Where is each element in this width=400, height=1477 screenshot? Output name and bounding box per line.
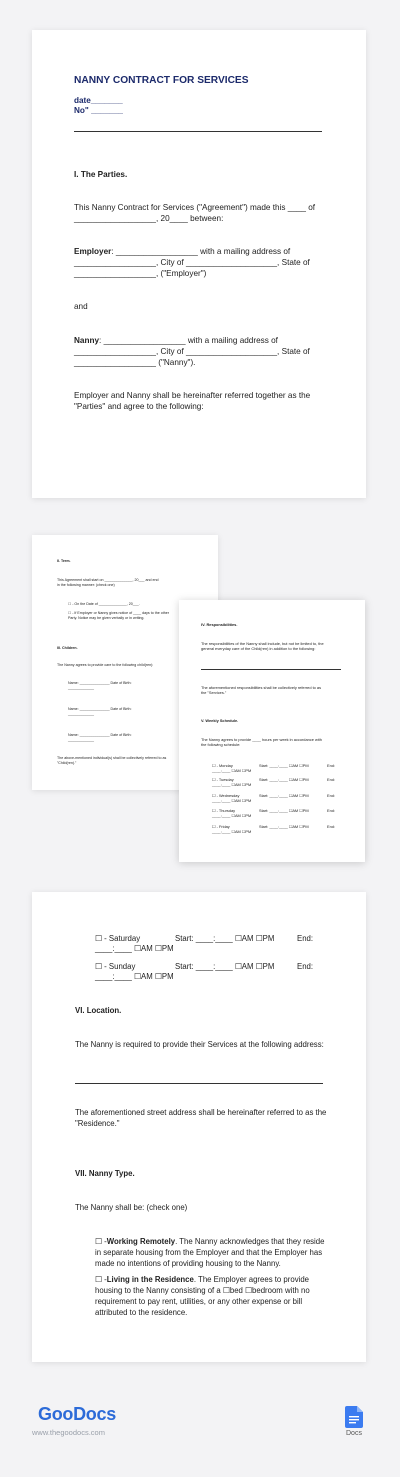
employer-line-1 (74, 246, 290, 257)
goodocs-logo[interactable]: GooDocs (38, 1404, 116, 1424)
parties-text-line-2: "Parties" and agree to the following: (74, 402, 204, 411)
and-text: and (74, 302, 88, 311)
option-remote-line-3: made no intentions of providing housing to the Nanny. (95, 1259, 281, 1268)
children-intro: The Nanny agrees to provide care to the following child(ren): (57, 663, 154, 667)
day-cont: ____:____ ☐AM ☐PM (95, 972, 174, 981)
day-cont: ____:____ ☐AM ☐PM (95, 944, 174, 953)
term-heading: II. Term. (57, 559, 71, 563)
residence-line-2: "Residence." (75, 1119, 120, 1128)
day-end: End: (327, 808, 336, 813)
nanny-line-1 (74, 335, 278, 346)
children-note-line-2: "Child(ren)." (57, 761, 77, 765)
document-page-1 (32, 30, 366, 498)
checkbox-glyph: ☐ - (95, 1275, 107, 1284)
location-heading: VI. Location. (75, 1006, 122, 1015)
day-cont: ____:____ ☐AM ☐PM (212, 829, 252, 834)
option-remote-text: . The Nanny acknowledges that they reside (175, 1237, 325, 1246)
term-option-notice-line-2: Party. Notice may be given verbally or in writing. (68, 616, 145, 620)
employer-label: Employer (74, 247, 112, 256)
day-label: ☐ - Tuesday (212, 777, 234, 782)
responsibilities-line-2: general everyday care of the Child(ren) in addition to the following: (201, 646, 316, 651)
day-label: ☐ - Wednesday (212, 793, 240, 798)
responsibilities-fill-line (201, 669, 341, 670)
employer-line-1-text: : __________________ with a mailing address of (111, 247, 291, 256)
day-start: Start: ____:____ ☐AM ☐PM (259, 763, 309, 768)
day-cont: ____:____ ☐AM ☐PM (212, 798, 252, 803)
docs-label: Docs (346, 1430, 362, 1437)
term-start-line-2: in the following manner: (check one) (57, 583, 115, 587)
employer-line-2: __________________, City of ____________________, State of (74, 258, 310, 267)
docs-icon (345, 1406, 363, 1428)
day-end: End: (327, 763, 336, 768)
option-live-line-3: requirement to pay rent, utilities, or any other expense or bill (95, 1297, 303, 1306)
day-cont: ____:____ ☐AM ☐PM (212, 768, 252, 773)
children-note-line-1: The above-mentioned individual(s) shall be collectively referred to as (57, 756, 167, 760)
day-label: ☐ - Saturday (95, 934, 141, 943)
nanny-line-3: __________________ ("Nanny"). (74, 358, 196, 367)
document-page-4 (32, 892, 366, 1362)
schedule-line-2: the following schedule: (201, 742, 241, 747)
term-start-line-1: This Agreement shall start on ______________, 20___ and end (57, 578, 159, 582)
day-start: Start: ____:____ ☐AM ☐PM (259, 777, 309, 782)
section-parties-heading: I. The Parties. (74, 170, 128, 179)
nanny-type-heading: VII. Nanny Type. (75, 1169, 135, 1178)
footer-url[interactable]: www.thegoodocs.com (32, 1428, 105, 1437)
day-cont: ____:____ ☐AM ☐PM (212, 782, 252, 787)
child-row-3-under: _____________ (68, 738, 94, 742)
agreement-text-line-2: __________________, 20____ between: (74, 214, 224, 223)
location-text: The Nanny is required to provide their Services at the following address: (75, 1040, 324, 1049)
day-end: End: (297, 962, 314, 971)
option-live-text: . The Employer agrees to provide (193, 1275, 309, 1284)
nanny-label: Nanny (74, 336, 100, 345)
number-field: No" _______ (74, 106, 123, 115)
day-start: Start: ____:____ ☐AM ☐PM (259, 824, 309, 829)
child-row-2: Name: _______________ Date of Birth: (68, 707, 132, 711)
day-start: Start: ____:____ ☐AM ☐PM (259, 808, 309, 813)
services-line-2: the "Services." (201, 690, 227, 695)
google-docs-icon[interactable] (345, 1406, 363, 1428)
option-living-in-residence (95, 1275, 309, 1286)
agreement-text-line-1: This Nanny Contract for Services ("Agreement") made this ____ of (74, 203, 316, 212)
location-address-line (75, 1083, 323, 1084)
child-row-3: Name: _______________ Date of Birth: (68, 733, 132, 737)
day-end: End: (327, 793, 336, 798)
responsibilities-heading: IV. Responsibilities. (201, 622, 238, 627)
day-cont: ____:____ ☐AM ☐PM (212, 813, 252, 818)
nanny-line-1-text: : __________________ with a mailing address of (99, 336, 278, 345)
day-label: ☐ - Friday (212, 824, 230, 829)
option-remote-line-2: in separate housing from the Employer and that the Employer has (95, 1248, 323, 1257)
child-row-2-under: _____________ (68, 712, 94, 716)
children-heading: III. Children. (57, 646, 78, 650)
header-divider (74, 131, 322, 132)
nanny-type-intro: The Nanny shall be: (check one) (75, 1203, 188, 1212)
option-live-bold: Living in the Residence (106, 1275, 194, 1284)
option-working-remotely (95, 1237, 324, 1248)
option-live-line-2: housing to the Nanny consisting of a ☐bed ☐bedroom with no (95, 1286, 310, 1295)
day-end: End: (327, 824, 336, 829)
day-end: End: (327, 777, 336, 782)
services-line-1: The aforementioned responsibilities shall be collectively referred to as (201, 685, 322, 690)
checkbox-glyph: ☐ - (95, 1237, 107, 1246)
day-label: ☐ - Sunday (95, 962, 136, 971)
day-label: ☐ - Thursday (212, 808, 236, 813)
document-title: NANNY CONTRACT FOR SERVICES (74, 75, 249, 86)
schedule-line-1: The Nanny agrees to provide ____ hours per week in accordance with (201, 737, 322, 742)
term-option-notice-line-1: ☐ - If Employer or Nanny gives notice of ____ days to the other (68, 611, 169, 615)
schedule-heading: V. Weekly Schedule. (201, 718, 239, 723)
responsibilities-line-1: The responsibilities of the Nanny shall include, but not be limited to, the (201, 641, 324, 646)
residence-line-1: The aforementioned street address shall be hereinafter referred to as the (75, 1108, 327, 1117)
day-start: Start: ____:____ ☐AM ☐PM (259, 793, 309, 798)
child-row-1-under: _____________ (68, 686, 94, 690)
parties-text-line-1: Employer and Nanny shall be hereinafter referred together as the (74, 391, 311, 400)
employer-line-3: __________________, ("Employer") (74, 269, 207, 278)
date-field: date_______ (74, 96, 123, 105)
day-start: Start: ____:____ ☐AM ☐PM (175, 962, 275, 971)
document-page-3 (179, 600, 365, 862)
option-remote-bold: Working Remotely (106, 1237, 176, 1246)
child-row-1: Name: _______________ Date of Birth: (68, 681, 132, 685)
term-option-date: ☐ - On the Date of ______________, 20___. (68, 602, 140, 606)
day-end: End: (297, 934, 314, 943)
nanny-line-2: __________________, City of ____________________, State of (74, 347, 310, 356)
day-label: ☐ - Monday (212, 763, 233, 768)
day-start: Start: ____:____ ☐AM ☐PM (175, 934, 275, 943)
option-live-line-4: attributed to the residence. (95, 1308, 188, 1317)
